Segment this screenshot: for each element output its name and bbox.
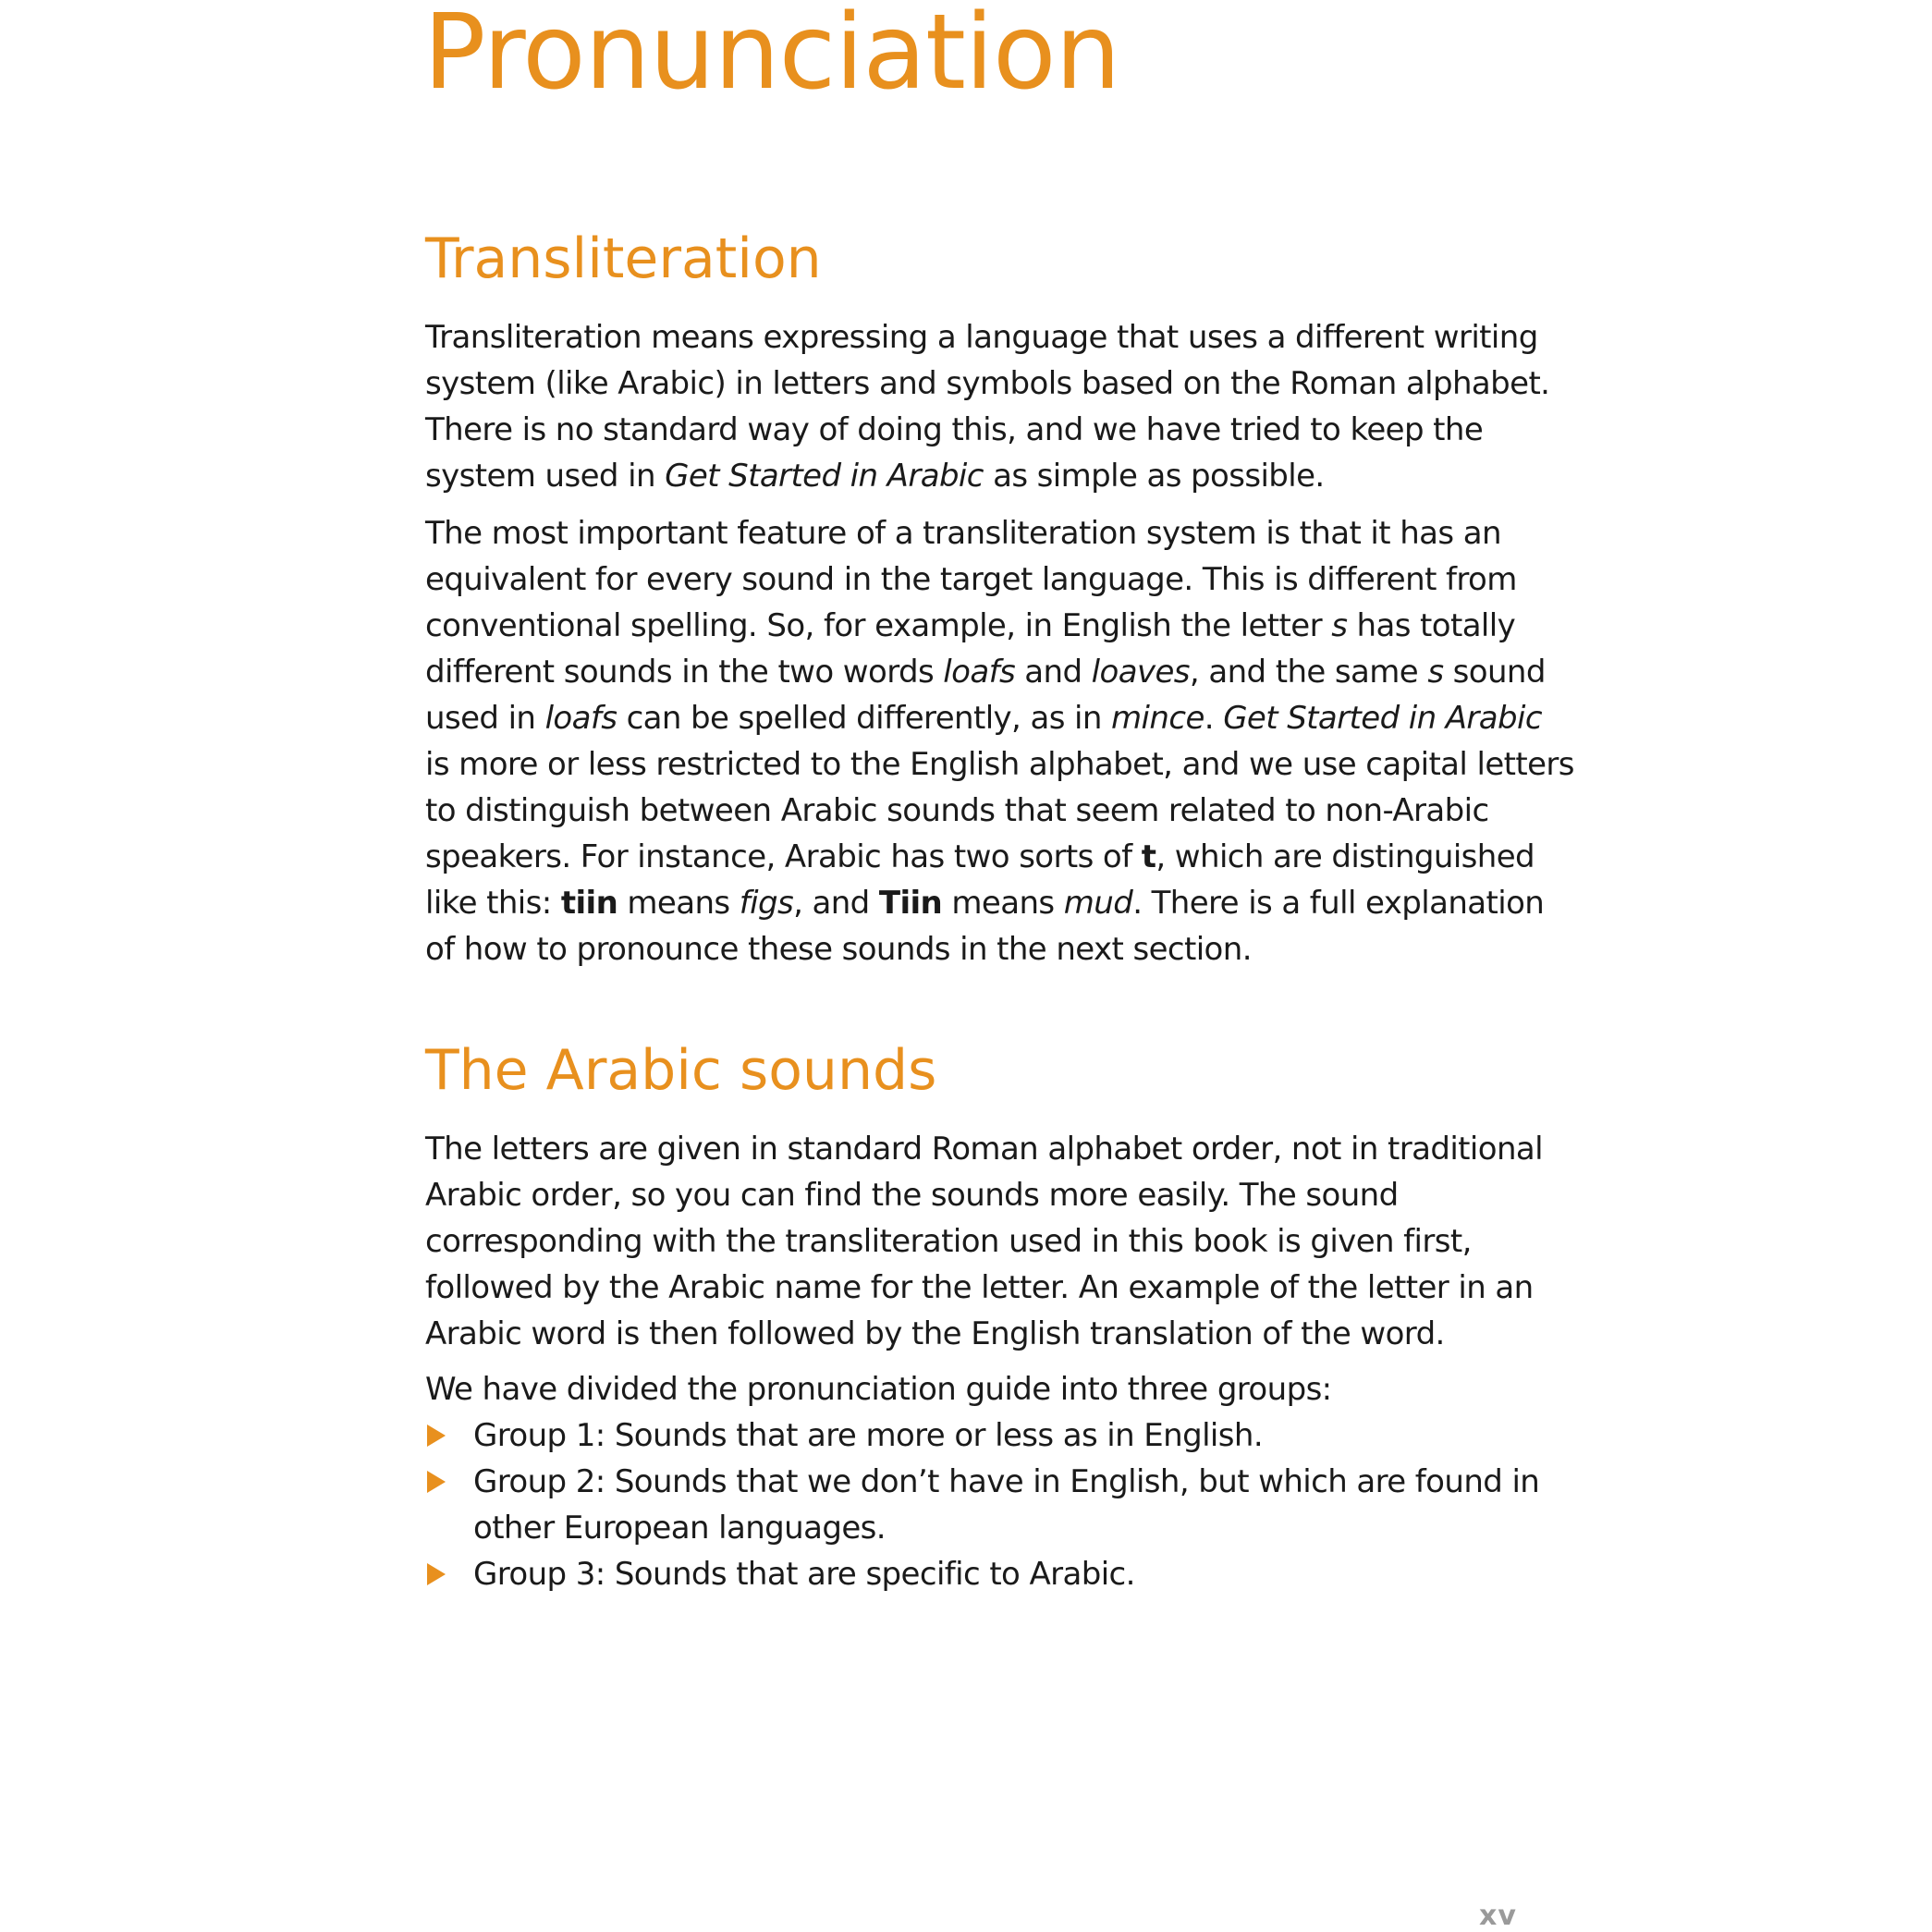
triangle-bullet-icon <box>427 1425 446 1447</box>
text-line: The letters are given in standard Roman alphabet order, not in traditional <box>425 1131 1543 1168</box>
text-line: of how to pronounce these sounds in the next section. <box>425 931 1252 968</box>
bold-text: t <box>1141 838 1156 875</box>
italic-text: Get Started in Arabic <box>665 458 984 495</box>
text-line: conventional spelling. So, for example, in English the letter s has totally <box>425 607 1516 644</box>
transliteration-paragraph-2 <box>425 510 1574 972</box>
text-line: We have divided the pronunciation guide into three groups: <box>425 1371 1332 1408</box>
pronunciation-groups-list <box>425 1412 1540 1597</box>
italic-text: loaves <box>1091 654 1190 691</box>
text-line: Group 2: Sounds that we don’t have in English, but which are found in <box>473 1463 1540 1500</box>
section-heading-transliteration: Transliteration <box>425 226 822 291</box>
italic-text: s <box>1427 654 1444 691</box>
bold-text: tiin <box>560 885 618 922</box>
text-line: system (like Arabic) in letters and symbols based on the Roman alphabet. <box>425 365 1550 402</box>
italic-text: s <box>1331 607 1348 644</box>
italic-text: mince <box>1111 700 1204 737</box>
page-title: Pronunciation <box>423 0 1120 113</box>
text-line: system used in Get Started in Arabic as simple as possible. <box>425 458 1325 495</box>
list-item <box>425 1551 1535 1597</box>
triangle-bullet-icon <box>427 1563 446 1585</box>
text-line: different sounds in the two words loafs and loaves, and the same s sound <box>425 654 1546 691</box>
text-line: equivalent for every sound in the target language. This is different from <box>425 561 1517 598</box>
bold-text: Tiin <box>878 885 943 922</box>
text-line: followed by the Arabic name for the letter. An example of the letter in an <box>425 1269 1534 1306</box>
italic-text: loafs <box>943 654 1016 691</box>
text-line: Group 1: Sounds that are more or less as in English. <box>473 1417 1264 1454</box>
arabic-sounds-paragraph-1 <box>425 1126 1543 1357</box>
page-number: xv <box>1479 1900 1517 1932</box>
list-item-text <box>473 1412 1535 1459</box>
text-line: other European languages. <box>473 1510 886 1547</box>
italic-text: Get Started in Arabic <box>1223 700 1542 737</box>
list-item <box>425 1412 1535 1459</box>
triangle-bullet-icon <box>427 1471 446 1493</box>
italic-text: mud <box>1063 885 1133 922</box>
text-line: used in loafs can be spelled differently, as in mince. Get Started in Arabic <box>425 700 1542 737</box>
text-line: speakers. For instance, Arabic has two sorts of t, which are distinguished <box>425 838 1535 875</box>
text-line: The most important feature of a transliteration system is that it has an <box>425 515 1501 552</box>
italic-text: loafs <box>544 700 618 737</box>
text-line: corresponding with the transliteration used in this book is given first, <box>425 1223 1472 1260</box>
text-line: Arabic order, so you can find the sounds more easily. The sound <box>425 1177 1399 1214</box>
transliteration-paragraph-1 <box>425 314 1550 499</box>
text-line: Transliteration means expressing a language that uses a different writing <box>425 319 1538 356</box>
list-item-text <box>473 1459 1540 1551</box>
text-line: to distinguish between Arabic sounds that seem related to non-Arabic <box>425 792 1489 829</box>
italic-text: figs <box>739 885 794 922</box>
text-line: Arabic word is then followed by the English translation of the word. <box>425 1315 1445 1352</box>
list-item-text <box>473 1551 1535 1597</box>
text-line: is more or less restricted to the English alphabet, and we use capital letters <box>425 746 1574 783</box>
text-line: like this: tiin means figs, and Tiin means mud. There is a full explanation <box>425 885 1545 922</box>
text-line: There is no standard way of doing this, and we have tried to keep the <box>425 411 1484 448</box>
list-item <box>425 1459 1540 1551</box>
arabic-sounds-paragraph-2 <box>425 1366 1535 1412</box>
section-heading-arabic-sounds: The Arabic sounds <box>425 1038 937 1103</box>
text-line: Group 3: Sounds that are specific to Arabic. <box>473 1556 1135 1593</box>
